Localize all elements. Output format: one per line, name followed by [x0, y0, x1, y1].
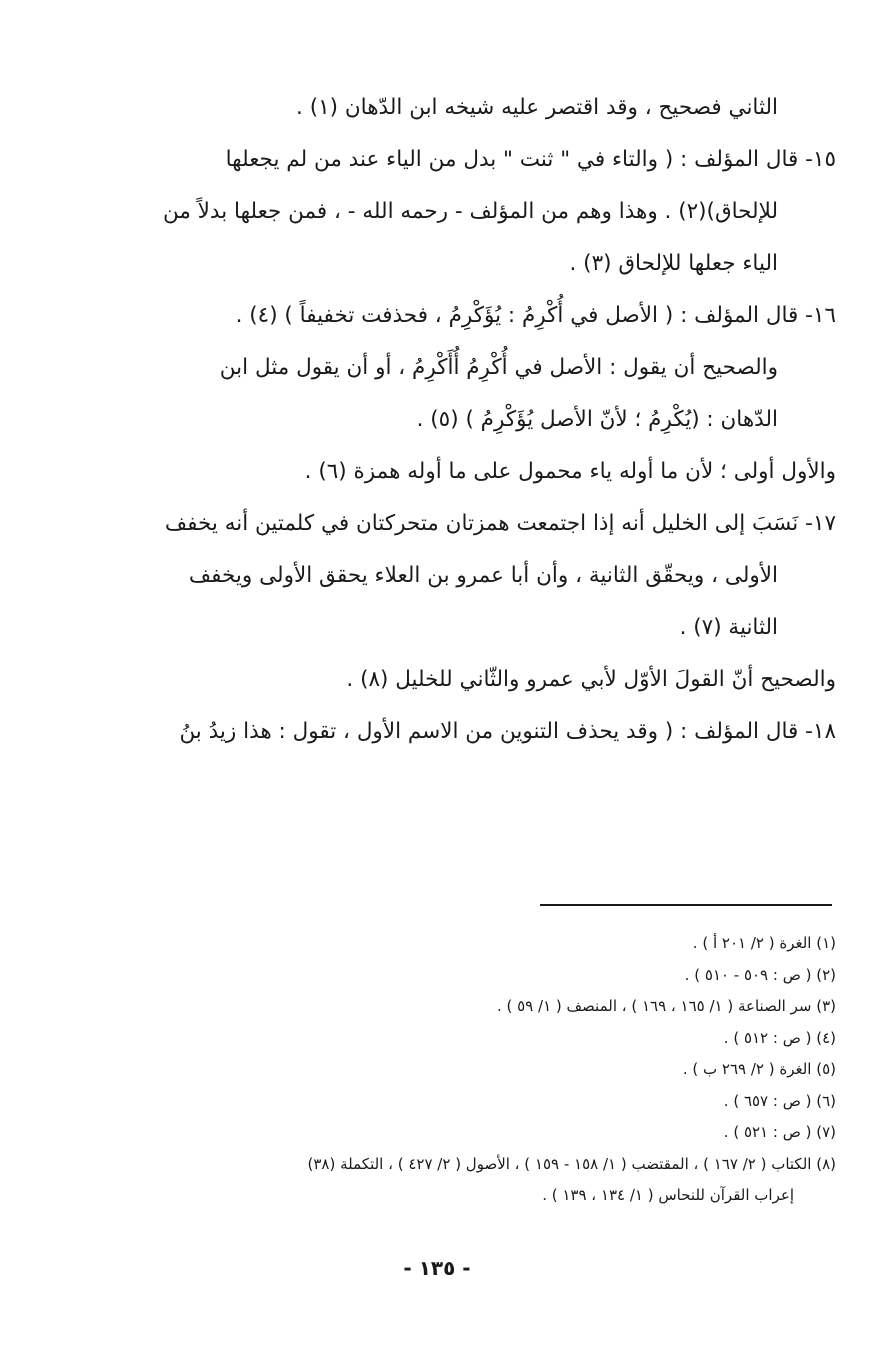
page-number: - ١٣٥ -	[403, 1256, 471, 1280]
footnote-item: (١) الغرة ( ٢/ ٢٠١ أ ) .	[692, 934, 836, 952]
main-text-block	[64, 82, 836, 758]
footnote-item: (٦) ( ص : ٦٥٧ ) .	[723, 1091, 836, 1110]
text-line: والأول أولى ؛ لأن ما أوله ياء محمول على ما أوله همزة (٦) .	[304, 459, 836, 484]
text-line: ١٨- قال المؤلف : ( وقد يحذف التنوين من الاسم الأول ، تقول : هذا زيدُ بنُ	[179, 719, 836, 744]
footnotes-block	[96, 928, 836, 1212]
footnote-item: (٧) ( ص : ٥٢١ ) .	[723, 1123, 836, 1141]
text-line: الدّهان : (يُكْرِمُ ؛ لأنّ الأصل يُؤَكْرِمُ ) (٥) .	[416, 407, 778, 432]
text-line: والصحيح أنّ القولَ الأوّل لأبي عمرو والثّاني للخليل (٨) .	[346, 667, 836, 692]
footnote-item: (٣) سر الصناعة ( ١/ ١٦٥ ، ١٦٩ ) ، المنصف ( ١/ ٥٩ ) .	[496, 997, 836, 1015]
footnote-item: (٢) ( ص : ٥٠٩ - ٥١٠ ) .	[684, 965, 836, 984]
footnote-item: (٥) الغرة ( ٢/ ٢٦٩ ب ) .	[682, 1060, 836, 1078]
text-line: الثانية (٧) .	[679, 615, 778, 640]
text-line: للإلحاق)(٢) . وهذا وهم من المؤلف - رحمه الله - ، فمن جعلها بدلاً من	[162, 199, 778, 224]
footnote-item-continuation: إعراب القرآن للنحاس ( ١/ ١٣٤ ، ١٣٩ ) .	[542, 1186, 794, 1204]
text-line: الأولى ، ويحقّق الثانية ، وأن أبا عمرو بن العلاء يحقق الأولى ويخفف	[188, 563, 778, 588]
footnote-item: (٤) ( ص : ٥١٢ ) .	[723, 1028, 836, 1047]
text-line: ١٥- قال المؤلف : ( والتاء في " ثنت " بدل من الياء عند من لم يجعلها	[225, 147, 836, 172]
text-line: ١٦- قال المؤلف : ( الأصل في أُكْرِمُ : يُؤَكْرِمُ ، فحذفت تخفيفاً ) (٤) .	[235, 303, 836, 328]
footnote-item: (٨) الكتاب ( ٢/ ١٦٧ ) ، المقتضب ( ١/ ١٥٨ - ١٥٩ ) ، الأصول ( ٢/ ٤٢٧ ) ، التكملة (٣٨)	[307, 1154, 836, 1173]
text-line: والصحيح أن يقول : الأصل في أُكْرِمُ أُأَكْرِمُ ، أو أن يقول مثل ابن	[219, 355, 778, 380]
text-line: الياء جعلها للإلحاق (٣) .	[569, 251, 778, 276]
text-line: الثاني فصحيح ، وقد اقتصر عليه شيخه ابن الدّهان (١) .	[296, 95, 778, 120]
text-line: ١٧- نَسَبَ إلى الخليل أنه إذا اجتمعت همزتان متحركتان في كلمتين أنه يخفف	[164, 511, 836, 536]
footnote-divider	[540, 904, 832, 906]
